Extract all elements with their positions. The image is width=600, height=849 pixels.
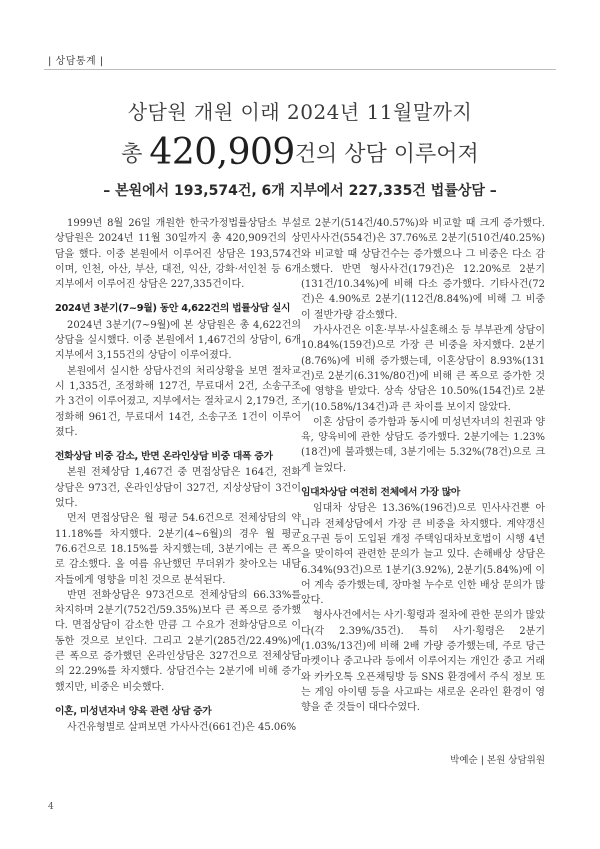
body-paragraph: 임대차 상담은 13.36%(196건)으로 민사사건뿐 아니라 전체상담에서 가장 큰 비중을 차지했다. 계약갱신요구권 등이 도입된 개정 주택임대차보호법이 시행 4년을 맞이하여 관련한 문의가 늘고 있다. 손해배상 상담은 6.34%(93건)으로 1분기(3.92%), 2분기(5.84%)에 이어 계속 증가했는데, 장마철 누수로 인한 배상 문의가 많았다. [301, 503, 545, 607]
headline-line1: 상담원 개원 이래 2024년 11월말까지 [127, 100, 473, 124]
headline-suffix: 건의 상담 이루어져 [294, 142, 479, 167]
section-heading: 전화상담 비중 감소, 반면 온라인상담 비중 대폭 증가 [55, 451, 273, 463]
headline-line2 [0, 132, 600, 173]
body-paragraph: 2024년 3분기(7~9월)에 본 상담원은 총 4,622건의 상담을 실시했다. 이중 본원에서 1,467건의 상담이, 6개 지부에서 3,155건의 상담이 이루어졌다. [55, 319, 301, 362]
page-number: 4 [48, 802, 54, 812]
body-paragraph: 먼저 면접상담은 월 평균 54.6건으로 전체상담의 약 11.18%를 차지했다. 2분기(4~6월)의 경우 월 평균 76.6건으로 18.15%를 차지했는데, 3분기에는 큰 폭으로 감소했다. 올 여름 유난했던 무더위가 찾아오는 내담자들에게 영향을 미친 것으로 분석된다. [55, 513, 301, 586]
body-paragraph: 사건유형별로 살펴보면 가사사건(661건)은 45.06% [67, 722, 297, 734]
article-column-left [55, 216, 301, 736]
headline-prefix: 총 [121, 142, 150, 167]
author-byline: 박예순 | 본원 상담위원 [450, 755, 545, 766]
section-heading: 2024년 3분기(7~9월) 동안 4,622건의 법률상담 실시 [55, 303, 291, 315]
subtitle: – 본원에서 193,574건, 6개 지부에서 227,335건 법률상담 – [103, 183, 497, 199]
section-heading: 임대차상담 여전히 전체에서 가장 많아 [301, 487, 461, 499]
body-paragraph: 이혼 상담이 증가함과 동시에 미성년자녀의 친권과 양육, 양육비에 관한 상담도 증가했다. 2분기에는 1.23%(18건)에 불과했는데, 3분기에는 5.32%(78건)으로 크게 늘었다. [301, 416, 545, 474]
body-paragraph: 로 2분기(514건/40.57%)와 비교할 때 크게 증가했다. 민사사건(554건)은 37.76%로 2분기(510건/40.25%)와 비교할 때 상담건수는 증가했으나 그 비중은 다소 감소했다. 반면 형사사건(179건)은 12.20%로 2분기(131건/10.34%)에 비해 다소 증가했다. 기타사건(72건)은 4.90%로 2분기(112건/8.84%)에 비해 그 비중이 절반가량 감소했다. [301, 218, 545, 321]
body-paragraph: 1999년 8월 26일 개원한 한국가정법률상담소 부설 상담원은 2024년 11월 30일까지 총 420,909건의 상담을 했다. 이중 본원에서 이루어진 상담은 193,574건이며, 인천, 아산, 부산, 대전, 익산, 강화·서인천 등 6개 지부에서 이루어진 상담은 227,335건이다. [55, 218, 301, 291]
article-column-right [301, 216, 545, 716]
body-paragraph: 본원 전체상담 1,467건 중 면접상담은 164건, 전화상담은 973건, 온라인상담이 327건, 지상상담이 3건이었다. [55, 467, 301, 510]
headline-total-number: 420,909 [149, 132, 295, 173]
section-tag: | 상담통계 | [48, 56, 104, 67]
body-paragraph: 본원에서 실시한 상담사건의 처리상황을 보면 절차교시 1,335건, 조정화해 127건, 무료대서 2건, 소송구조가 3건이 이루어졌고, 지부에서는 절차교시 2,179건, 조정화해 961건, 무료대서 14건, 소송구조 1건이 이루어졌다. [55, 365, 301, 438]
body-paragraph: 가사사건은 이혼·부부·사실혼해소 등 부부관계 상담이 10.84%(159건)으로 가장 큰 비중을 차지했다. 2분기(8.76%)에 비해 증가했는데, 이혼상담이 8.93%(131건)로 2분기(6.31%/80건)에 비해 큰 폭으로 증가한 것에 영향을 받았다. 상속 상담은 10.50%(154건)로 2분기(10.58%/134건)과 큰 차이를 보이지 않았다. [301, 325, 545, 413]
section-heading: 이혼, 미성년자녀 양육 관련 상담 증가 [55, 705, 212, 717]
header-divider [44, 69, 556, 70]
body-paragraph: 형사사건에서는 사기·횡령과 절차에 관한 문의가 많았다(각 2.39%/35건). 특히 사기·횡령은 2분기(1.03%/13건)에 비해 2배 가량 증가했는데, 주로 당근마켓이나 중고나라 등에서 이루어지는 개인간 중고 거래와 카카오톡 오픈채팅방 등 SNS 환경에서 주식 정보 또는 게임 아이템 등을 사고파는 새로운 온라인 환경이 영향을 준 것들이 대다수였다. [301, 610, 545, 714]
body-paragraph: 반면 전화상담은 973건으로 전체상담의 66.33%를 차지하며 2분기(752건/59.35%)보다 큰 폭으로 증가했다. 면접상담이 감소한 만큼 그 수요가 전화상담으로 이동한 것으로 보인다. 그리고 2분기(285건/22.49%)에 큰 폭으로 증가했던 온라인상담은 327건으로 전체상담의 22.29%를 차지했다. 상담건수는 2분기에 비해 증가했지만, 비중은 비슷했다. [55, 589, 301, 693]
